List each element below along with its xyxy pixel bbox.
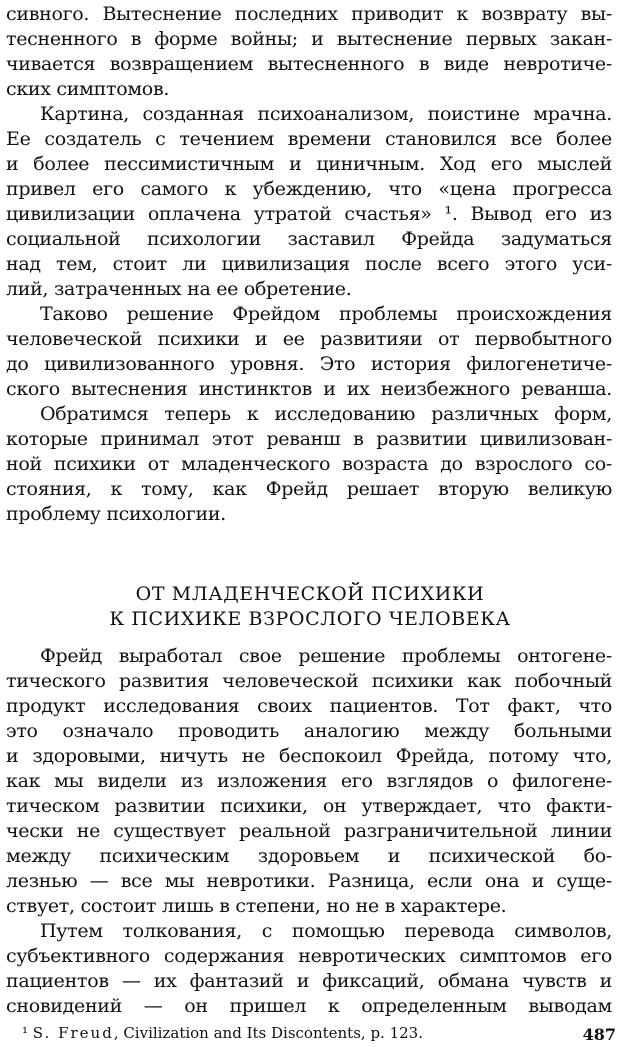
text-line: ских симптомов.: [6, 78, 170, 100]
text-line: чивается возвращением вытесненного в виде невротиче-: [6, 53, 612, 75]
text-line: как мы видели из изложения его взглядов о филогене-: [6, 770, 612, 792]
text-line: Картина, созданная психоанализом, поистине мрачна.: [40, 103, 612, 125]
text-line: тическом развитии психики, он утверждает, что факти-: [6, 795, 612, 817]
text-line: проблему психологии.: [6, 503, 226, 525]
text-line: до цивилизованного уровня. Это история филогенетиче-: [6, 353, 612, 375]
text-line: привел его самого к убеждению, что «цена прогресса: [6, 178, 612, 200]
section-heading-line-2: К ПСИХИКЕ ВЗРОСЛОГО ЧЕЛОВЕКА: [109, 608, 511, 630]
text-line: Таково решение Фрейдом проблемы происхождения: [40, 303, 612, 325]
text-line: субъективного содержания невротических симптомов его: [6, 945, 612, 967]
text-line: ского вытеснения инстинктов и их неизбежного реванша.: [6, 378, 612, 400]
text-line: тического развития человеческой психики как побочный: [6, 670, 612, 692]
text-line: стояния, к тому, как Фрейд решает вторую великую: [6, 478, 612, 500]
text-line: Обратимся теперь к исследованию различных форм,: [40, 403, 612, 425]
footnote-marker: ¹: [22, 1024, 29, 1042]
footnote-citation: , Civilization and Its Discontents, p. 123.: [113, 1024, 423, 1042]
text-line: сивного. Вытеснение последних приводит к возврату вы-: [6, 3, 612, 25]
text-line: сновидений — он пришел к определенным выводам: [6, 995, 612, 1017]
text-line: и более пессимистичным и циничным. Ход его мыслей: [6, 153, 612, 175]
text-line: чески не существует реальной разграничительной линии: [6, 820, 612, 842]
text-line: это означало проводить аналогию между больными: [6, 720, 612, 742]
text-line: ствует, состоит лишь в степени, но не в характере.: [6, 895, 507, 917]
text-line: ной психики от младенческого возраста до взрослого со-: [6, 453, 612, 475]
text-line: социальной психологии заставил Фрейда задуматься: [6, 228, 612, 250]
text-line: Путем толкования, с помощью перевода символов,: [40, 920, 612, 942]
text-line: между психическим здоровьем и психической бо-: [6, 845, 612, 867]
text-line: Ее создатель с течением времени становился все более: [6, 128, 612, 150]
text-line: над тем, стоит ли цивилизация после всего этого уси-: [6, 253, 612, 275]
text-line: лий, затраченных на ее обретение.: [6, 278, 352, 300]
text-line: которые принимал этот реванш в развитии цивилизован-: [6, 428, 612, 450]
text-line: человеческой психики и ее развитияи от первобытного: [6, 328, 612, 350]
text-line: лезнью — все мы невротики. Разница, если она и суще-: [6, 870, 612, 892]
text-line: пациентов — их фантазий и фиксаций, обмана чувств и: [6, 970, 612, 992]
text-line: и здоровыми, ничуть не беспокоил Фрейда, потому что,: [6, 745, 612, 767]
section-heading-line-1: ОТ МЛАДЕНЧЕСКОЙ ПСИХИКИ: [135, 583, 485, 605]
text-line: Фрейд выработал свое решение проблемы онтогене-: [40, 645, 612, 667]
page-number: 487: [582, 1025, 616, 1044]
footnote: [22, 1024, 582, 1042]
footnote-author: S. Freud: [32, 1024, 114, 1042]
text-line: тесненного в форме войны; и вытеснение первых закан-: [6, 28, 612, 50]
text-line: цивилизации оплачена утратой счастья» ¹. Вывод его из: [6, 203, 612, 225]
text-line: продукт исследования своих пациентов. Тот факт, что: [6, 695, 612, 717]
